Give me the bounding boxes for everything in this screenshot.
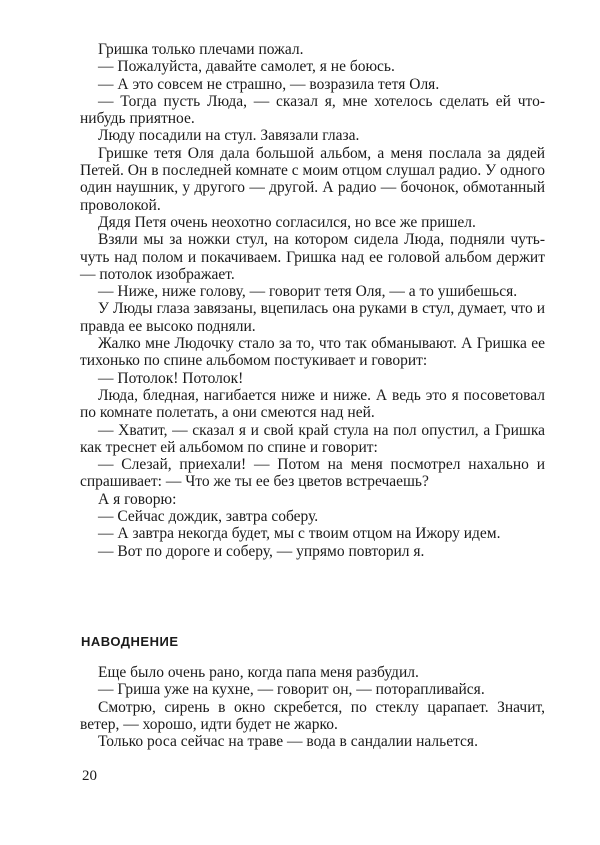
paragraph: А я говорю:: [98, 490, 177, 508]
paragraph: — Хватит, — сказал я и свой край стула на пол опустил, а Гришка как треснет ей альбомом по спине и говорит:: [80, 421, 545, 456]
paragraph: Жалко мне Людочку стало за то, что так обманывают. А Гришка ее тихонько по спине альбомом постукивает и говорит:: [80, 335, 545, 370]
paragraph: — Потолок! Потолок!: [98, 369, 244, 387]
page-number: 20: [82, 768, 97, 784]
paragraph: — Тогда пусть Люда, — сказал я, мне хотелось сделать ей что-нибудь приятное.: [80, 92, 545, 128]
paragraph: — Слезай, приехали! — Потом на меня посмотрел нахально и спрашивает: — Что же ты ее без цветов встречаешь?: [80, 456, 545, 491]
story-text: [80, 41, 545, 560]
paragraph: Еще было очень рано, когда папа меня разбудил.: [98, 664, 419, 681]
paragraph: — Сейчас дождик, завтра соберу.: [98, 508, 319, 526]
paragraph: Дядя Петя очень неохотно согласился, но все же пришел.: [98, 213, 476, 231]
paragraph: Гришке тетя Оля дала большой альбом, а меня послала за дядей Петей. Он в последней комнате с моим отцом слушал радио. У одного один наушник, у другого — другой. А радио — бочонок, обмотанный проволокой.: [80, 144, 545, 214]
paragraph: — А это совсем не страшно, — возразила тетя Оля.: [98, 75, 440, 93]
paragraph: Люду посадили на стул. Завязали глаза.: [98, 127, 360, 145]
paragraph: Смотрю, сирень в окно скребется, по стеклу царапает. Значит, ветер, — хорошо, идти будет не жарко.: [80, 698, 545, 733]
chapter-heading: НАВОДНЕНИЕ: [81, 634, 179, 649]
paragraph: — Ниже, ниже голову, — говорит тетя Оля, — а то ушибешься.: [98, 283, 518, 301]
paragraph: Люда, бледная, нагибается ниже и ниже. А ведь это я посоветовал по комнате полетать, а они смеются над ней.: [80, 386, 545, 422]
paragraph: У Люды глаза завязаны, вцепилась она руками в стул, думает, что и правда ее высоко подняли.: [80, 300, 545, 335]
paragraph: — А завтра некогда будет, мы с твоим отцом на Ижору идем.: [98, 525, 501, 543]
paragraph: Только роса сейчас на траве — вода в сандалии нальется.: [98, 733, 478, 751]
chapter-text: [80, 664, 545, 750]
paragraph: — Пожалуйста, давайте самолет, я не боюсь.: [98, 58, 395, 76]
paragraph: — Вот по дороге и соберу, — упрямо повторил я.: [98, 542, 425, 560]
paragraph: Взяли мы за ножки стул, на котором сидела Люда, подняли чуть-чуть над полом и покачиваем. Гришка над ее головой альбом держит — потолок изображает.: [80, 231, 545, 283]
paragraph: — Гриша уже на кухне, — говорит он, — поторапливайся.: [98, 681, 485, 699]
paragraph: Гришка только плечами пожал.: [98, 41, 304, 58]
